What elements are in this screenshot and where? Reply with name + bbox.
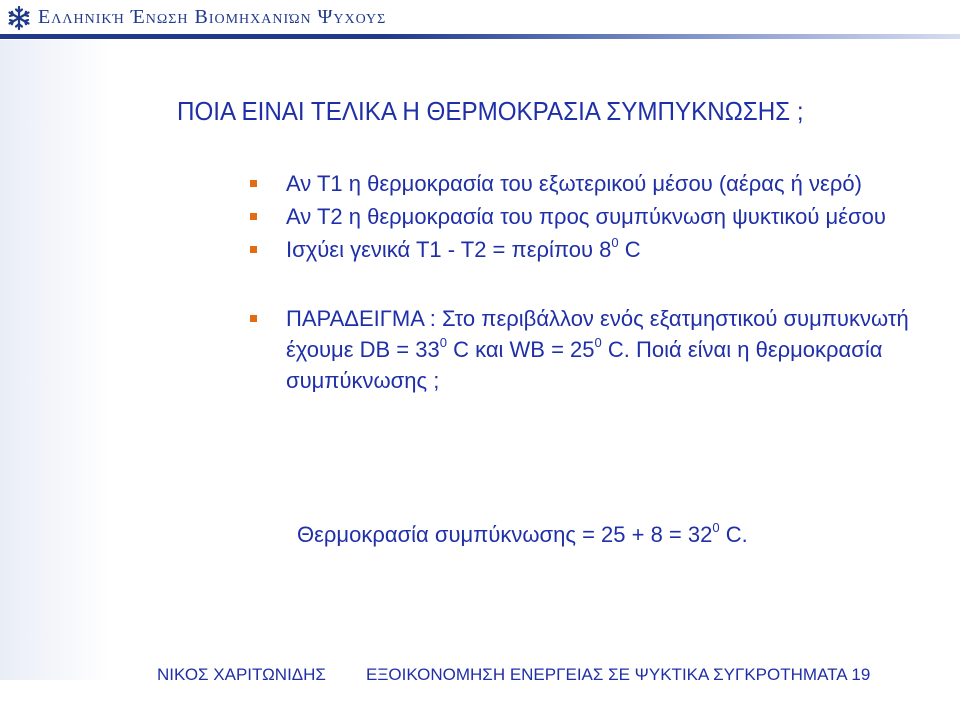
bullet-item <box>250 234 910 265</box>
page-number: 19 <box>851 665 871 684</box>
background-shade <box>0 40 110 680</box>
bullet-item <box>250 168 910 199</box>
header-divider <box>0 34 960 39</box>
degree-superscript: 0 <box>439 334 447 350</box>
bullet-text: Αν Τ2 η θερμοκρασία του προς συμπύκνωση ψυκτικού μέσου <box>286 204 886 229</box>
result-line: Θερμοκρασία $\sigma\upsilon\mu\pi ύ\kappa\nu\omega\sigma\eta\varsigma = 25 + 8 = 32^0$ C. <box>297 519 748 547</box>
footer-author: ΝΙΚΟΣ ΧΑΡΙΤΩΝΙΔΗΣ <box>157 665 326 684</box>
organization-title: Ελληνική Ένωση Βιομηχανιών Ψυχους <box>38 6 387 28</box>
bullet-item-example <box>250 303 910 396</box>
bullet-text: Αν Τ1 η θερμοκρασία του εξωτερικού μέσου (αέρας ή νερό) <box>286 171 862 196</box>
square-bullet-icon <box>250 213 257 220</box>
bullet-text: ΠΑΡΑΔΕΙΓΜΑ : Στο περιβάλλον ενός εξατμηστικού συμπυκνωτή έχουμε DB = $33^0$ C και WB = $25^0$ C. Ποιά είναι η θερμοκρασία συμπύκνωσης ; <box>286 306 909 393</box>
square-bullet-icon <box>250 246 257 253</box>
bullet-item <box>250 201 910 232</box>
square-bullet-icon <box>250 315 257 322</box>
square-bullet-icon <box>250 180 257 187</box>
degree-superscript: 0 <box>611 234 619 250</box>
header <box>0 0 960 34</box>
snowflake-icon <box>6 5 32 31</box>
degree-superscript: 0 <box>712 519 720 535</box>
degree-superscript: 0 <box>594 334 602 350</box>
bullet-list <box>250 168 910 396</box>
bullet-text: Ισχύει γενικά Τ1 - Τ2 = περίπου $8^0$ C <box>286 234 641 262</box>
slide-title: ΠΟΙΑ ΕΙΝΑΙ ΤΕΛΙΚΑ Η ΘΕΡΜΟΚΡΑΣΙΑ ΣΥΜΠΥΚΝΩΣΗΣ ; <box>177 96 804 126</box>
footer-topic: ΕΞΟΙΚΟΝΟΜΗΣΗ ΕΝΕΡΓΕΙΑΣ ΣΕ ΨΥΚΤΙΚΑ ΣΥΓΚΡΟΤΗΜΑΤΑ 19 <box>366 665 871 684</box>
